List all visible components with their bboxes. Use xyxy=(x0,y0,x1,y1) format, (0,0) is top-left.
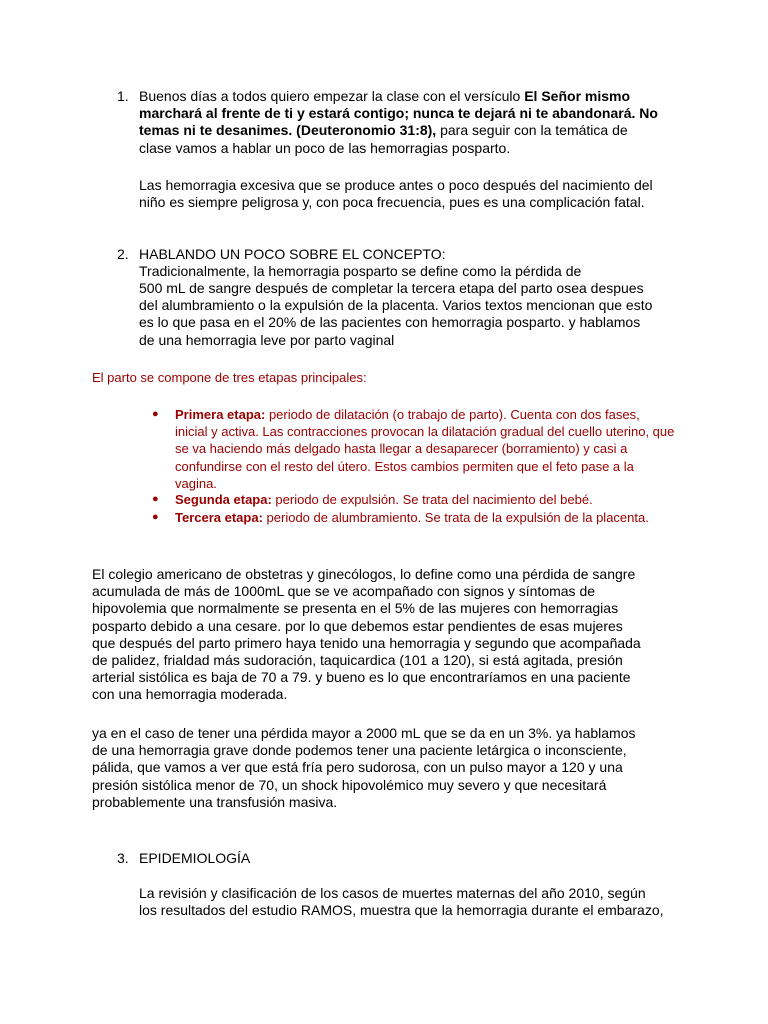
item1-paragraph-2: Las hemorragia excesiva que se produce antes o poco después del nacimiento del niño es siempre peligrosa y, con poca frecuencia, pues es una complicación fatal. xyxy=(139,177,653,211)
stage-text-3: periodo de alumbramiento. Se trata de la expulsión de la placenta. xyxy=(262,510,649,525)
stage-item-3 xyxy=(175,509,675,526)
list-number-3: 3. xyxy=(117,850,129,866)
list-number-2: 2. xyxy=(117,246,129,262)
item1-intro: Buenos días a todos quiero empezar la clase con el versículo xyxy=(139,88,525,104)
stage-item-2 xyxy=(175,491,675,508)
grave-paragraph: ya en el caso de tener una pérdida mayor a 2000 mL que se da en un 3%. ya hablamos de una hemorragia grave donde podemos tener una paciente letárgica o inconsciente, pálida, que vamos a ver que está fría pero sudorosa, con un pulso mayor a 120 y una presión sistólica menor de 70, un shock hipovolémico muy severo y que necesitará probablemente una transfusión masiva. xyxy=(92,725,636,810)
item3-heading: EPIDEMIOLOGÍA xyxy=(139,850,251,866)
stages-intro: El parto se compone de tres etapas principales: xyxy=(92,370,367,385)
item3-body: La revisión y clasificación de los casos de muertes maternas del año 2010, según los resultados del estudio RAMOS, muestra que la hemorragia durante el embarazo, xyxy=(139,885,664,919)
item2-heading: HABLANDO UN POCO SOBRE EL CONCEPTO: xyxy=(139,246,446,262)
item2-line1: Tradicionalmente, la hemorragia posparto se define como la pérdida de xyxy=(139,263,582,279)
bullet-dot: ● xyxy=(152,493,159,505)
item1-verse: El Señor mismo marchará al frente de ti y estará contigo; nunca te dejará ni te abandonará. No temas ni te desanimes. (Deuteronomio 31:8), xyxy=(139,88,658,139)
colegio-paragraph: El colegio americano de obstetras y ginecólogos, lo define como una pérdida de sangre acumulada de más de 1000mL que se ve acompañado con signos y síntomas de hipovolemia que normalmente se presenta en el 5% de las mujeres con hemorragias posparto debido a una cesare. por lo que debemos estar pendientes de esas mujeres que después del parto primero haya tenido una hemorragia y segundo que acompañada de palidez, frialdad más sudoración, taquicardica (101 a 120), si está agitada, presión arterial sistólica es baja de 70 a 79. y bueno es lo que encontraríamos en una paciente con una hemorragia moderada. xyxy=(92,566,641,703)
item1-rest: para seguir con la temática de clase vamos a hablar un poco de las hemorragias posparto. xyxy=(139,122,628,156)
list-number-1: 1. xyxy=(117,88,129,104)
stage-label-1: Primera etapa: xyxy=(175,407,266,422)
stage-label-3: Tercera etapa: xyxy=(175,510,263,525)
stage-text-2: periodo de expulsión. Se trata del nacimiento del bebé. xyxy=(271,492,593,507)
item1-paragraph xyxy=(139,88,659,157)
item2-body: 500 mL de sangre después de completar la tercera etapa del parto osea despues del alumbramiento o la expulsión de la placenta. Varios textos mencionan que esto es lo que pasa en el 20% de las pacientes con hemorragia posparto. y hablamos de una hemorragia leve por parto vaginal xyxy=(139,280,653,348)
bullet-dot: ● xyxy=(152,511,159,523)
stage-label-2: Segunda etapa: xyxy=(175,492,272,507)
stage-text-1: periodo de dilatación (o trabajo de parto). Cuenta con dos fases, inicial y activa. Las contracciones provocan la dilatación gradual del cuello uterino, que se va haciendo más delgado hasta llegar a desaparecer (borramiento) y casi a confundirse con el resto del útero. Estos cambios permiten que el feto pase a la vagina. xyxy=(175,407,675,491)
stage-item-1 xyxy=(175,406,675,492)
bullet-dot: ● xyxy=(152,408,159,420)
